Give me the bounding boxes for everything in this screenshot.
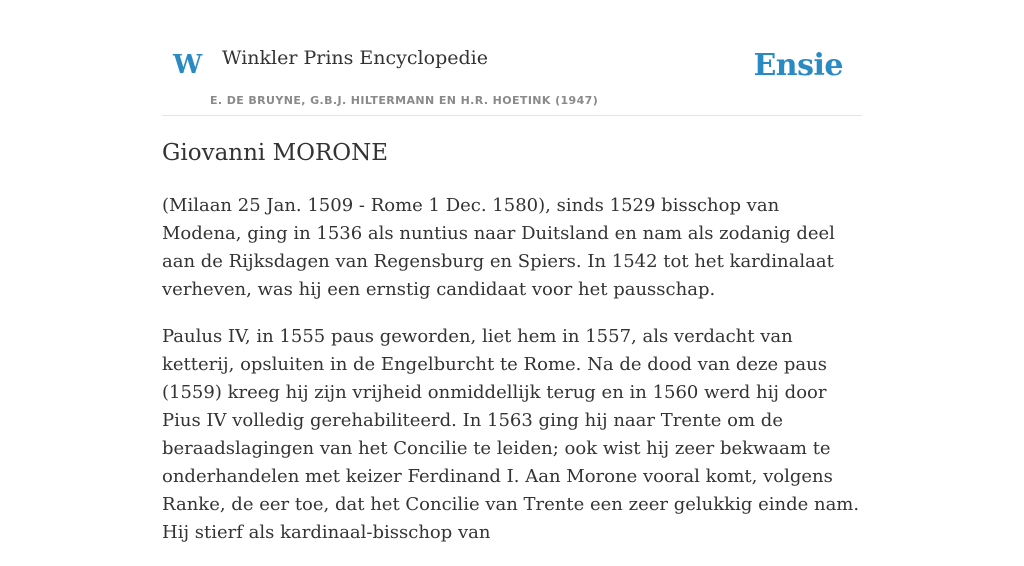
article-paragraph: (Milaan 25 Jan. 1509 - Rome 1 Dec. 1580), sinds 1529 bisschop van Modena, ging in 1536 als nuntius naar Duitsland en nam als zodanig deel aan de Rijksdagen van Regensburg en Spiers. In 1542 tot het kardinalaat verheven, was hij een ernstig candidaat voor het pausschap. (162, 195, 835, 300)
page-container (162, 0, 862, 543)
article-paragraph: Paulus IV, in 1555 paus geworden, liet hem in 1557, als verdacht van ketterij, opsluiten in de Engelburcht te Rome. Na de dood van deze paus (1559) kreeg hij zijn vrijheid onmiddellijk terug en in 1560 werd hij door Pius IV volledig gerehabiliteerd. In 1563 ging hij naar Trente om de beraadslagingen van het Concilie te leiden; ook wist hij zeer bekwaam te onderhandelen met keizer Ferdinand I. Aan Morone vooral komt, volgens Ranke, de eer toe, dat het Concilie van Trente een zeer gelukkig einde nam. Hij stierf als kardinaal-bisschop van (162, 326, 860, 543)
publication-authors: E. DE BRUYNE, G.B.J. HILTERMANN EN H.R. HOETINK (1947) (210, 94, 599, 107)
article-body (162, 192, 864, 566)
site-header (162, 0, 862, 116)
winkler-prins-logo[interactable]: W (173, 50, 203, 80)
ensie-logo[interactable]: Ensie (753, 48, 843, 83)
publication-title[interactable]: Winkler Prins Encyclopedie (222, 47, 488, 69)
article-title: Giovanni MORONE (162, 140, 389, 166)
